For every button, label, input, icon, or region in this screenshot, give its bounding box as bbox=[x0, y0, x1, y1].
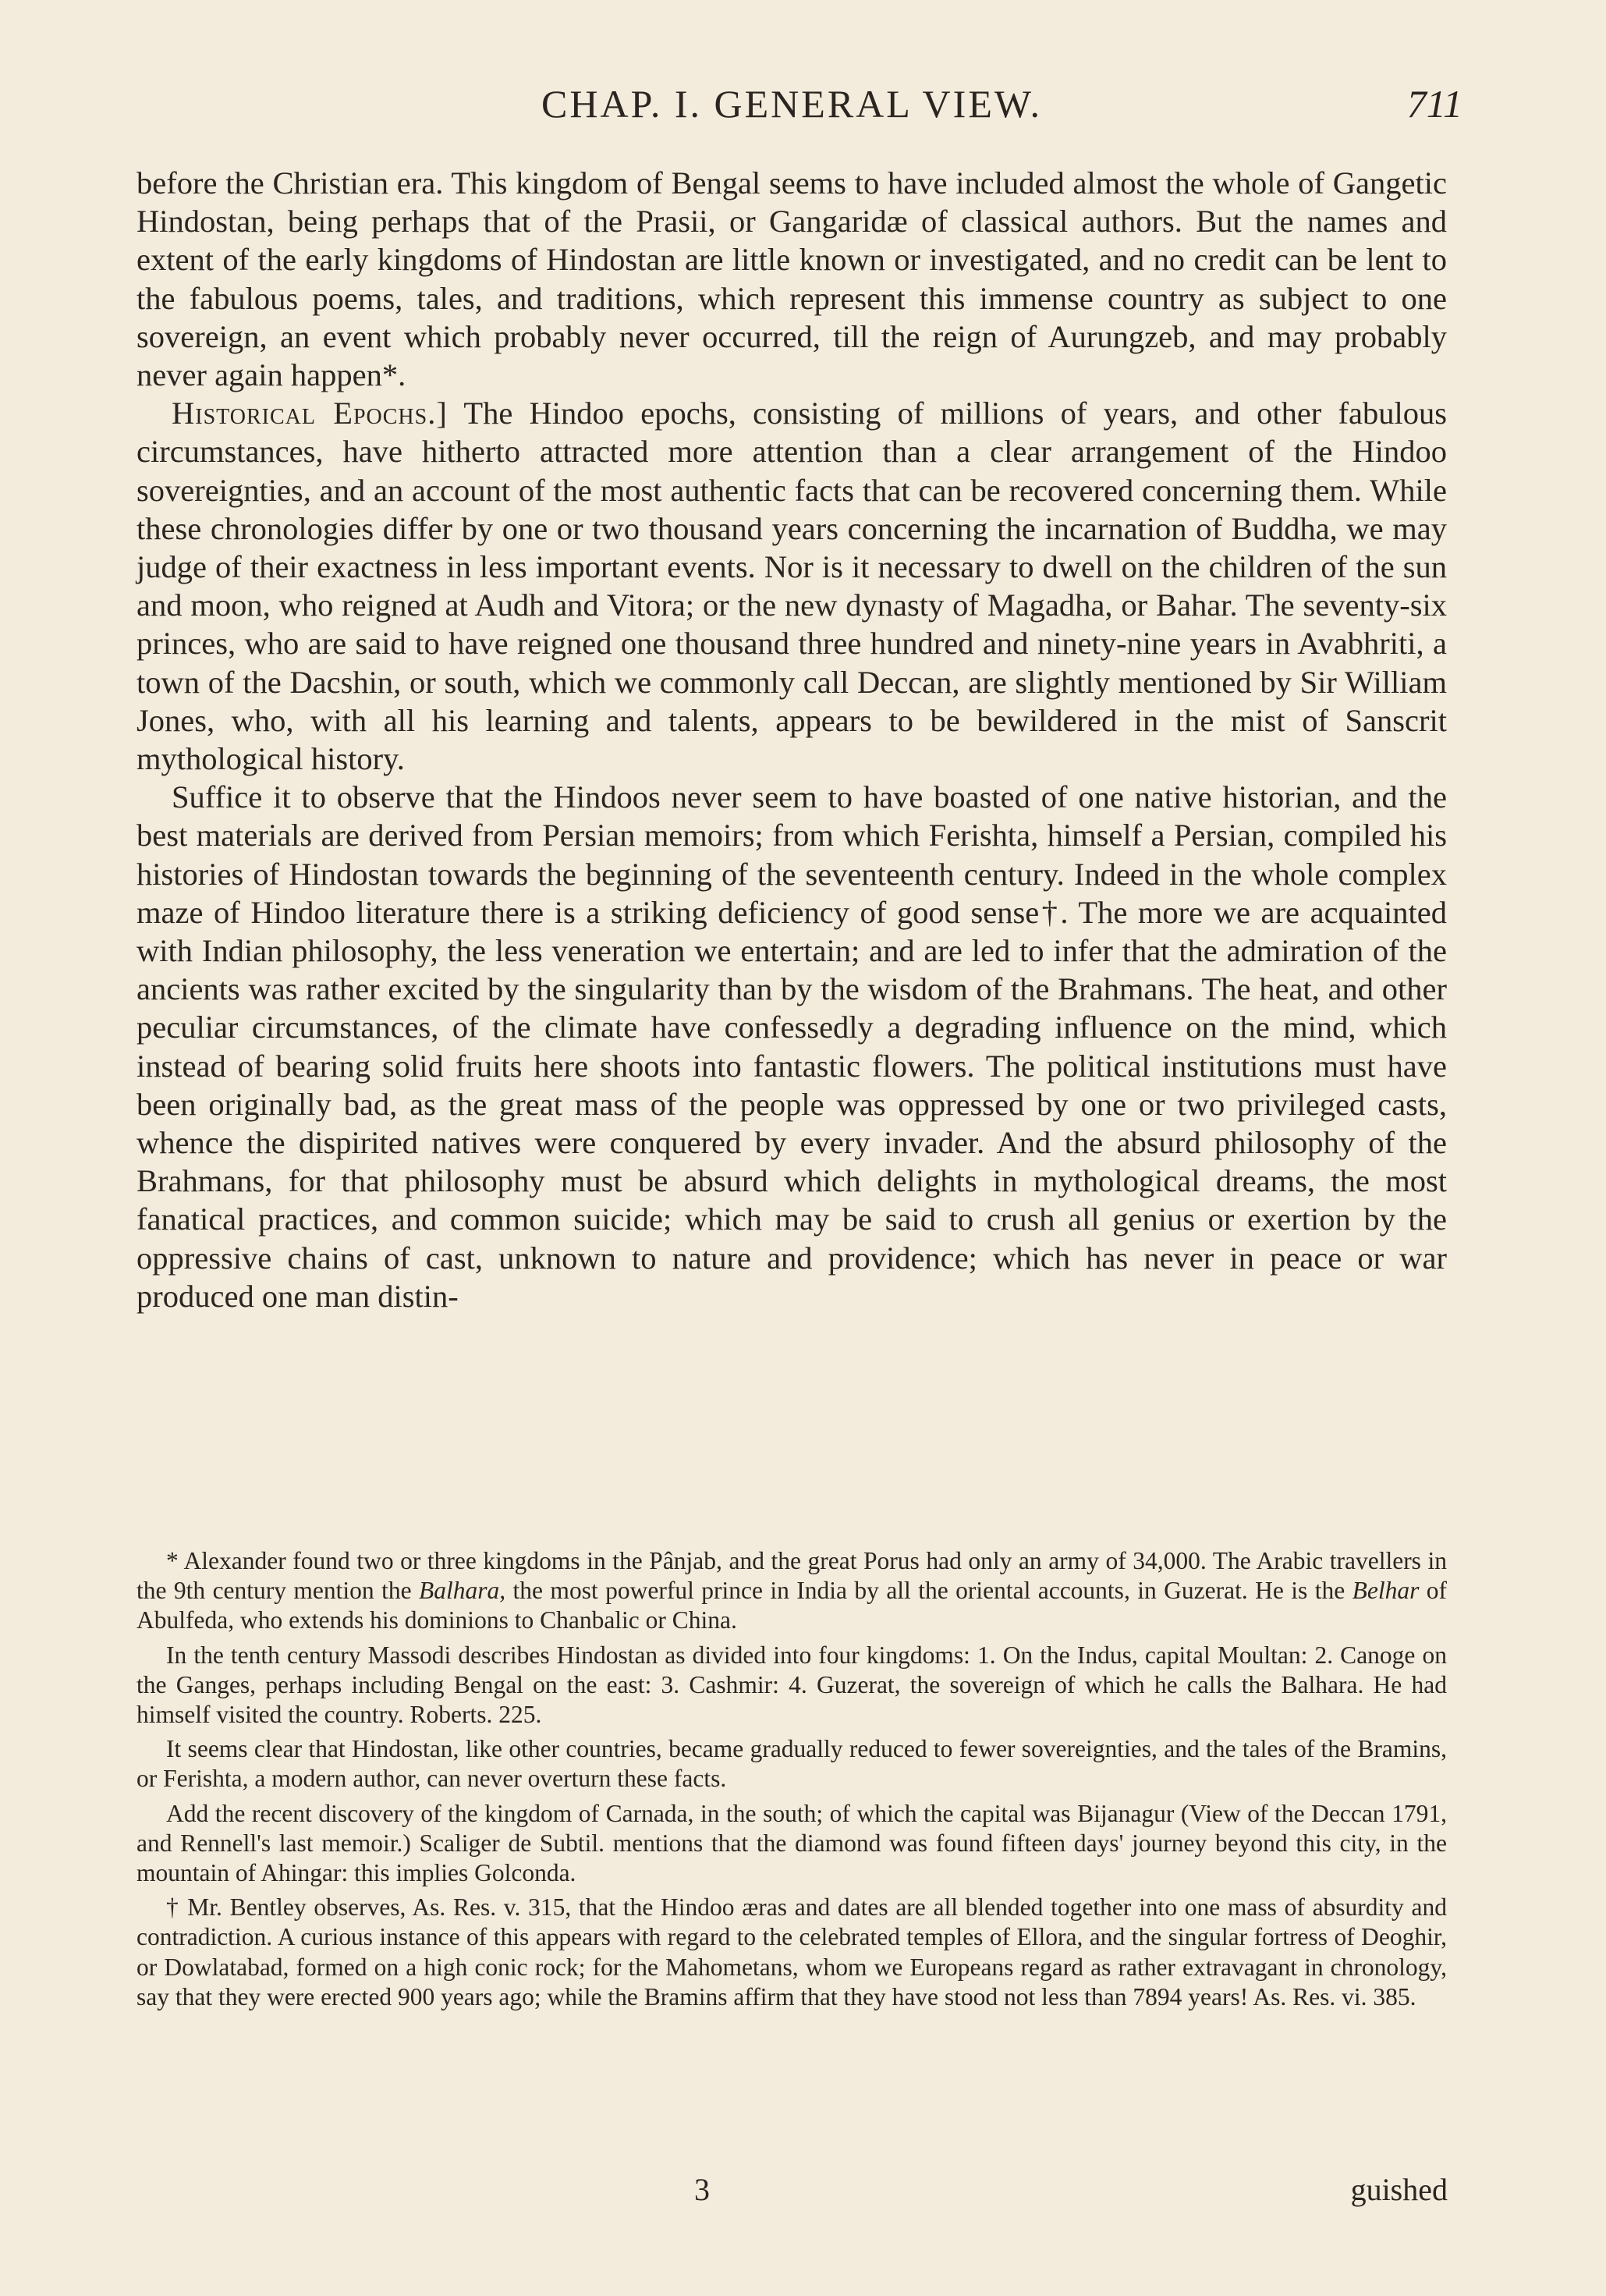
running-head bbox=[136, 76, 1462, 131]
page-number: 711 bbox=[1406, 82, 1462, 126]
footnote-1-text-b: the most powerful prince in India by all the oriental accounts, in Guzerat. He is the bbox=[505, 1577, 1353, 1605]
paragraph-1: before the Christian era. This kingdom of Bengal seems to have included almost the whole of Gangetic Hindostan, being perhaps that of the Prasii, or Gangaridæ of classical authors. But the names and extent of the early kingdoms of Hindostan are little known or investigated, and no credit can be lent to the fabulous poems, tales, and traditions, which represent this immense country as subject to one sovereign, an event which probably never occurred, till the reign of Aurungzeb, and may probably never again happen*. bbox=[136, 165, 1447, 393]
paragraph-3: Suffice it to observe that the Hindoos never seem to have boasted of one native historian, and the best materials are derived from Persian memoirs; from which Ferishta, himself a Persian, compiled his histories of Hindostan towards the beginning of the seventeenth century. Indeed in the whole complex maze of Hindoo literature there is a striking deficiency of good sense†. The more we are acquainted with Indian philosophy, the less veneration we entertain; and are led to infer that the admiration of the ancients was rather excited by the singularity than by the wisdom of the Brahmans. The heat, and other peculiar circumstances, of the climate have confessedly a degrading influence on the mind, which instead of bearing solid fruits here shoots into fantastic flowers. The political institutions must have been originally bad, as the great mass of the people was oppressed by one or two privileged casts, whence the dispirited natives were conquered by every invader. And the absurd philosophy of the Brahmans, for that philosophy must be absurd which delights in mythological dreams, the most fanatical practices, and common suicide; which may be said to crush all genius or exertion by the oppressive chains of cast, unknown to nature and providence; which has never in peace or war produced one man distin- bbox=[136, 779, 1447, 1314]
footnote-1-balhara: Balhara, bbox=[418, 1577, 506, 1605]
footnote-1-text-c: of Abulfeda, who extends his dominions to Chanbalic or China. bbox=[136, 1577, 1447, 1634]
footnote-1-belhar: Belhar bbox=[1352, 1577, 1420, 1605]
paragraph-historical-epochs bbox=[136, 394, 1447, 778]
footnote-1-text-a: * Alexander found two or three kingdoms in the Pânjab, and the great Porus had only an army of 34,000. The Arabic travellers in the 9th century mention the bbox=[136, 1547, 1447, 1605]
signature-mark: 3 bbox=[694, 2172, 710, 2207]
section-heading: Historical Epochs.] bbox=[172, 396, 448, 431]
catchword: guished bbox=[1350, 2172, 1448, 2207]
footnotes bbox=[136, 1546, 1447, 2017]
chapter-title: CHAP. I. GENERAL VIEW. bbox=[541, 82, 1042, 126]
footnote-4: Add the recent discovery of the kingdom of Carnada, in the south; of which the capital was Bijanagur (View of the Deccan 1791, and Rennell's last memoir.) Scaliger de Subtil. mentions that the diamond was found fifteen days' journey beyond this city, in the mountain of Ahingar: this implies Golconda. bbox=[136, 1799, 1447, 1887]
footnote-1 bbox=[136, 1546, 1447, 1636]
footnote-3: It seems clear that Hindostan, like other countries, became gradually reduced to fewer sovereignties, and the tales of the Bramins, or Ferishta, a modern author, can never overturn these facts. bbox=[136, 1735, 1447, 1793]
footnote-5: † Mr. Bentley observes, As. Res. v. 315, that the Hindoo æras and dates are all blended together into one mass of absurdity and contradiction. A curious instance of this appears with regard to the celebrated temples of Ellora, and the singular fortress of Deoghir, or Dowlatabad, formed on a high conic rock; for the Mahometans, whom we Europeans regard as rather extravagant in chronology, say that they were erected 900 years ago; while the Bramins affirm that they have stood not less than 7894 years! As. Res. vi. 385. bbox=[136, 1893, 1447, 2010]
main-text bbox=[136, 164, 1447, 1315]
footnote-2: In the tenth century Massodi describes Hindostan as divided into four kingdoms: 1. On the Indus, capital Moultan: 2. Canoge on the Ganges, perhaps including Bengal on the east: 3. Cashmir: 4. Guzerat, the sovereign of which he calls the Balhara. He had himself visited the country. Roberts. 225. bbox=[136, 1641, 1447, 1729]
paragraph-2-text: The Hindoo epochs, consisting of millions of years, and other fabulous circumstances, have hitherto attracted more attention than a clear arrangement of the Hindoo sovereignties, and an account of the most authentic facts that can be recovered concerning them. While these chronologies differ by one or two thousand years concerning the incarnation of Buddha, we may judge of their exactness in less important events. Nor is it necessary to dwell on the children of the sun and moon, who reigned at Audh and Vitora; or the new dynasty of Magadha, or Bahar. The seventy-six princes, who are said to have reigned one thousand three hundred and ninety-nine years in Avabhriti, a town of the Dacshin, or south, which we commonly call Deccan, are slightly mentioned by Sir William Jones, who, with all his learning and talents, appears to be bewildered in the mist of Sanscrit mythological history. bbox=[136, 396, 1448, 777]
